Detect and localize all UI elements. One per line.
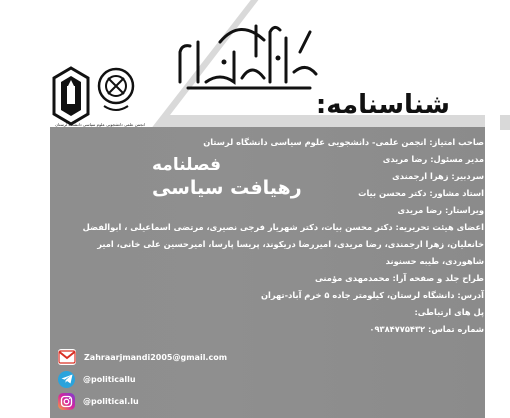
info-line-board-3: شاهوردی، طیبه حسنوند <box>385 256 484 266</box>
info-line-board-2: خانعلیان، زهرا ارجمندی، رضا مریدی، امیررضا دریکوند، پریسا پارسا، امیرحسین علی خانی، امیر <box>97 239 484 249</box>
contact-email[interactable] <box>58 348 227 366</box>
telegram-icon <box>58 371 75 388</box>
page-title: شناسنامه: <box>315 90 450 120</box>
contact-telegram-text[interactable]: @politicallu <box>83 374 136 384</box>
info-line-contact-heading: پل های ارتباطی: <box>414 307 484 317</box>
contact-email-text[interactable]: Zahraarjmandi2005@gmail.com <box>84 352 228 362</box>
info-line-advisor: استاد مشاور: دکتر محسن بیات <box>358 188 484 198</box>
university-logo-icon <box>50 66 92 126</box>
info-line-phone: شماره تماس: ۰۹۳۸۴۷۷۵۴۳۲ <box>369 324 484 334</box>
contact-instagram-text[interactable]: @political.lu <box>83 396 139 406</box>
info-line-director: مدیر مسئول: رضا مریدی <box>382 154 484 164</box>
info-line-owner: صاحب امتیاز: انجمن علمی- دانشجویی علوم سیاسی دانشگاه لرستان <box>203 137 484 147</box>
info-list <box>54 134 484 338</box>
info-line-designer: طراح جلد و صفحه آرا: محمدمهدی مؤمنی <box>315 273 484 283</box>
info-line-editor: سردبیر: زهرا ارجمندی <box>392 171 484 181</box>
info-line-address: آدرس: دانشگاه لرستان، کیلومتر جاده ۵ خرم آباد-تهران <box>260 290 484 300</box>
info-line-copyeditor: ویراستار: رضا مریدی <box>397 205 484 215</box>
contact-instagram[interactable] <box>58 392 139 410</box>
instagram-icon <box>58 393 75 410</box>
info-line-board-1: اعضای هیئت تحریریه: دکتر محسن بیات، دکتر شهریار فرجی نصیری، مرتضی اسماعیلی ، ابوالفضل <box>82 222 484 232</box>
magazine-name-line2: رهیافت سیاسی <box>152 177 302 199</box>
logo-caption: انجمن علمی دانشجویی علوم سیاسی دانشگاه لرستان <box>55 122 145 127</box>
magazine-name-line1: فصلنامه <box>152 155 221 175</box>
gmail-icon <box>58 349 76 365</box>
basmala-calligraphy <box>160 12 330 92</box>
association-logo-icon <box>96 66 136 118</box>
contact-telegram[interactable] <box>58 370 136 388</box>
right-margin <box>485 0 500 418</box>
